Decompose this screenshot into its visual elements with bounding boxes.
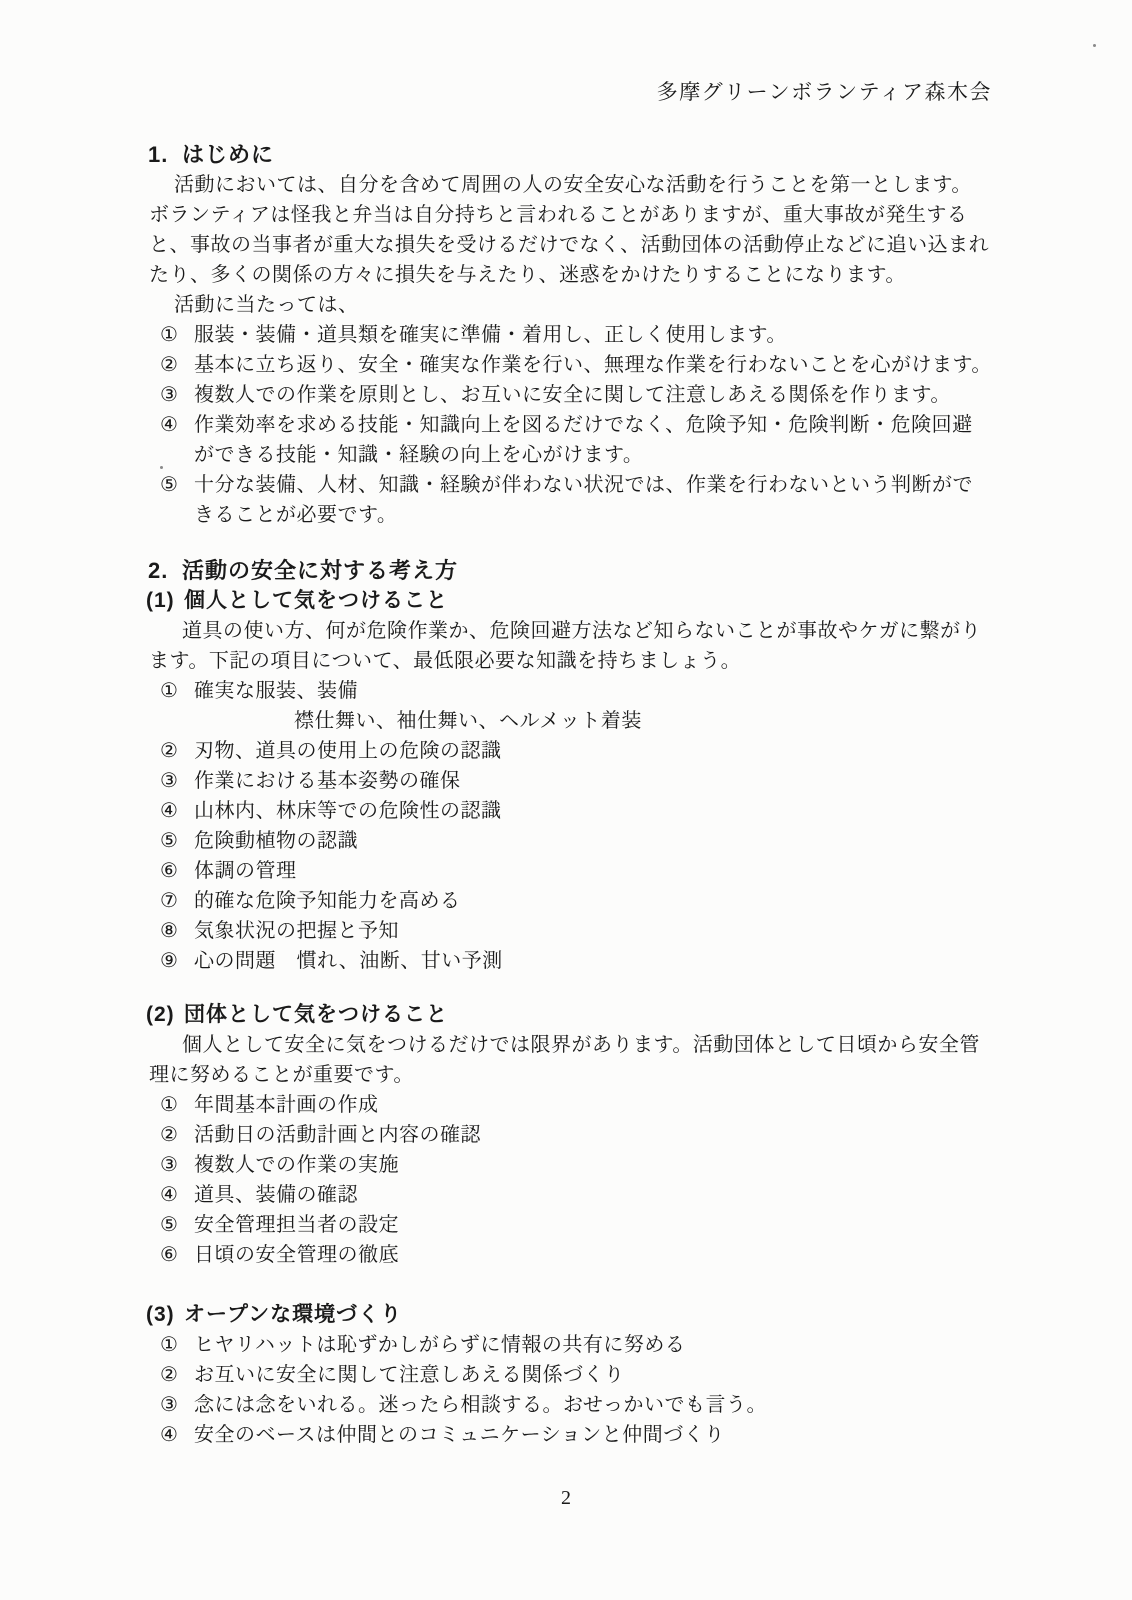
item-number: ① (160, 680, 179, 702)
section-1-number: 1. (148, 142, 169, 167)
subsection-2-list (160, 1090, 992, 1270)
item-number: ④ (160, 1184, 179, 1206)
list-item (160, 1420, 992, 1450)
list-item (160, 736, 992, 766)
item-text: 道具、装備の確認 (194, 1184, 358, 1206)
list-item (160, 1180, 992, 1210)
item-number: ② (160, 740, 179, 762)
list-item (160, 380, 992, 410)
list-item (160, 350, 992, 380)
item-number: ② (160, 1364, 179, 1386)
subsection-1-list (160, 676, 992, 976)
item-number: ⑥ (160, 860, 179, 882)
item-number: ③ (160, 1154, 179, 1176)
item-number: ⑨ (160, 950, 179, 972)
list-item (160, 946, 992, 976)
section-1-title: はじめに (182, 142, 275, 167)
scan-speck (160, 466, 163, 469)
item-text: ヒヤリハットは恥ずかしがらずに情報の共有に努める (194, 1334, 686, 1356)
list-item (160, 676, 992, 706)
item-text: 十分な装備、人材、知識・経験が伴わない状況では、作業を行わないという判断ができることが必要です。 (194, 474, 973, 526)
item-number: ① (160, 1094, 179, 1116)
subsection-2-heading (146, 1000, 992, 1030)
item-text: 念には念をいれる。迷ったら相談する。おせっかいでも言う。 (194, 1394, 767, 1416)
item-number: ① (160, 1334, 179, 1356)
item-text: 活動日の活動計画と内容の確認 (194, 1124, 481, 1146)
subsection-3-title: オープンな環境づくり (184, 1303, 403, 1326)
item-number: ③ (160, 1394, 179, 1416)
item-text: 日頃の安全管理の徹底 (194, 1244, 399, 1266)
list-item (160, 1150, 992, 1180)
item-number: ③ (160, 384, 179, 406)
item-number: ② (160, 1124, 179, 1146)
list-item (160, 1210, 992, 1240)
list-item (160, 1240, 992, 1270)
item-text: 体調の管理 (194, 860, 297, 882)
page-number: 2 (561, 1487, 571, 1509)
list-item (160, 1120, 992, 1150)
section-2-heading (148, 556, 992, 586)
item-text: 心の問題 慣れ、油断、甘い予測 (194, 950, 503, 972)
item-number: ② (160, 354, 179, 376)
list-item (160, 886, 992, 916)
subsection-1-number: (1) (146, 589, 175, 612)
subsection-1-heading (146, 586, 992, 616)
list-item (160, 826, 992, 856)
subsection-3-heading (146, 1300, 992, 1330)
item-number: ④ (160, 414, 179, 436)
subsection-1-paragraph: 道具の使い方、何が危険作業か、危険回避方法など知らないことが事故やケガに繋がります。下記の項目について、最低限必要な知識を持ちましょう。 (149, 620, 982, 672)
list-item (160, 1330, 992, 1360)
item-text: 服装・装備・道具類を確実に準備・着用し、正しく使用します。 (194, 324, 787, 346)
item-number: ⑧ (160, 920, 179, 942)
item-number: ⑤ (160, 830, 179, 852)
subsection-3-list (160, 1330, 992, 1450)
item-text: 基本に立ち返り、安全・確実な作業を行い、無理な作業を行わないことを心がけます。 (194, 354, 992, 376)
item-number: ④ (160, 1424, 179, 1446)
item-number: ⑤ (160, 1214, 179, 1236)
list-item (160, 410, 992, 470)
item-number: ① (160, 324, 179, 346)
item-note: 襟仕舞い、袖仕舞い、ヘルメット着装 (294, 710, 642, 732)
item-text: 危険動植物の認識 (194, 830, 358, 852)
item-number: ⑤ (160, 474, 179, 496)
item-text: 複数人での作業を原則とし、お互いに安全に関して注意しあえる関係を作ります。 (194, 384, 951, 406)
scan-speck (1093, 44, 1096, 47)
list-item (160, 1390, 992, 1420)
item-number: ④ (160, 800, 179, 822)
list-item (160, 320, 992, 350)
item-text: 気象状況の把握と予知 (194, 920, 399, 942)
item-text: 安全のベースは仲間とのコミュニケーションと仲間づくり (194, 1424, 725, 1446)
section-1-paragraph: 活動においては、自分を含めて周囲の人の安全安心な活動を行うことを第一とします。ボランティアは怪我と弁当は自分持ちと言われることがありますが、重大事故が発生すると、事故の当事者が重大な損失を受けるだけでなく、活動団体の活動停止などに追い込まれたり、多くの関係の方々に損失を与えたり、迷惑をかけたりすることになります。 (149, 174, 990, 286)
section-2-title: 活動の安全に対する考え方 (182, 558, 459, 583)
item-text: 的確な危険予知能力を高める (194, 890, 461, 912)
header-organization: 多摩グリーンボランティア森木会 (656, 80, 992, 104)
item-number: ③ (160, 770, 179, 792)
section-2-number: 2. (148, 558, 169, 583)
section-1-list (160, 320, 992, 530)
list-item (160, 916, 992, 946)
item-text: 確実な服装、装備 (194, 680, 358, 702)
item-number: ⑦ (160, 890, 179, 912)
list-item (160, 1360, 992, 1390)
subsection-2-paragraph: 個人として安全に気をつけるだけでは限界があります。活動団体として日頃から安全管理に努めることが重要です。 (149, 1034, 980, 1086)
item-text: お互いに安全に関して注意しあえる関係づくり (194, 1364, 625, 1386)
section-1-heading (148, 140, 992, 170)
list-item (160, 1090, 992, 1120)
subsection-2-number: (2) (146, 1003, 175, 1026)
subsection-1-title: 個人として気をつけること (184, 589, 448, 612)
item-text: 刃物、道具の使用上の危険の認識 (194, 740, 502, 762)
item-number: ⑥ (160, 1244, 179, 1266)
section-1-leadin: 活動に当たっては、 (174, 294, 359, 316)
subsection-2-title: 団体として気をつけること (184, 1003, 448, 1026)
item-text: 年間基本計画の作成 (194, 1094, 379, 1116)
list-item (160, 796, 992, 826)
subsection-3-number: (3) (146, 1303, 175, 1326)
list-item (160, 766, 992, 796)
list-item (160, 856, 992, 886)
item-text: 作業効率を求める技能・知識向上を図るだけでなく、危険予知・危険判断・危険回避ができる技能・知識・経験の向上を心がけます。 (194, 414, 973, 466)
list-item (160, 470, 992, 530)
item-text: 山林内、林床等での危険性の認識 (194, 800, 502, 822)
item-text: 作業における基本姿勢の確保 (194, 770, 461, 792)
item-text: 安全管理担当者の設定 (194, 1214, 399, 1236)
item-text: 複数人での作業の実施 (194, 1154, 399, 1176)
